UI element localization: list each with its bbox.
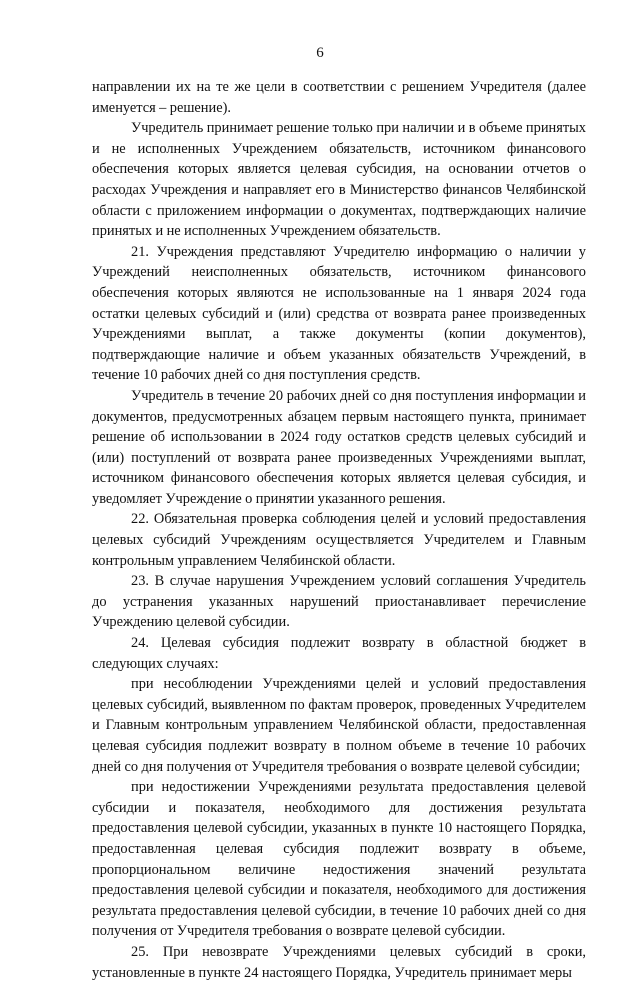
paragraph-case-nonachievement: при недостижении Учреждениями результата предоставления целевой субсидии и показателя, необходимого для достижения результата предоставления целевой субсидии, указанных в пункте 10 настоящего Порядка, предоставленная целевая субсидия подлежит возврату в объеме, пропорциональном величине недостижения значений результата предоставления целевой субсидии и показателя, необходимого для достижения результата предоставления целевой субсидии, в течение 10 рабочих дней со дня получения от Учредителя требования о возврате целевой субсидии. xyxy=(92,779,586,940)
paragraph-founder-decision: Учредитель принимает решение только при наличии и в объеме принятых и не исполненных Учреждением обязательств, источником финансового обеспечения которых является целевая субсидия, на основании отчетов о расходах Учреждения и направляет его в Министерство финансов Челябинской области с приложением информации о документах, подтверждающих наличие принятых и не исполненных Учреждением обязательств. xyxy=(92,120,586,240)
page-number: 6 xyxy=(316,45,324,61)
paragraph-item-23: 23. В случае нарушения Учреждением условий соглашения Учредитель до устранения указанных нарушений приостанавливает перечисление Учреждению целевой субсидии. xyxy=(92,573,586,631)
paragraph-continuation: направлении их на те же цели в соответствии с решением Учредителя (далее именуется – решение). xyxy=(92,79,586,116)
document-body xyxy=(92,77,586,983)
paragraph-item-22: 22. Обязательная проверка соблюдения целей и условий предоставления целевых субсидий Учреждениям осуществляется Учредителем и Главным контрольным управлением Челябинской области. xyxy=(92,511,586,569)
paragraph-founder-review: Учредитель в течение 20 рабочих дней со дня поступления информации и документов, предусмотренных абзацем первым настоящего пункта, принимает решение об использовании в 2024 году остатков средств целевых субсидий и (или) поступлений от возврата ранее произведенных Учреждениями выплат, источником финансового обеспечения которых является целевая субсидия, и уведомляет Учреждение о принятии указанного решения. xyxy=(92,387,586,507)
paragraph-item-21: 21. Учреждения представляют Учредителю информацию о наличии у Учреждений неисполненных обязательств, источником финансового обеспечения которых являются не использованные на 1 января 2024 года остатки целевых субсидий и (или) средства от возврата ранее произведенных Учреждениями выплат, а также документы (копии документов), подтверждающие наличие и объем указанных обязательств Учреждений, в течение 10 рабочих дней со дня поступления средств. xyxy=(92,243,586,384)
paragraph-item-25: 25. При невозврате Учреждениями целевых субсидий в сроки, установленные в пункте 24 настоящего Порядка, Учредитель принимает меры xyxy=(92,943,586,981)
paragraph-case-noncompliance: при несоблюдении Учреждениями целей и условий предоставления целевых субсидий, выявленном по фактам проверок, проведенных Учредителем и Главным контрольным управлением Челябинской области, предоставленная целевая субсидия подлежит возврату в полном объеме в течение 10 рабочих дней со дня получения от Учредителя требования о возврате целевой субсидии; xyxy=(92,676,586,775)
paragraph-item-24: 24. Целевая субсидия подлежит возврату в областной бюджет в следующих случаях: xyxy=(92,635,586,672)
